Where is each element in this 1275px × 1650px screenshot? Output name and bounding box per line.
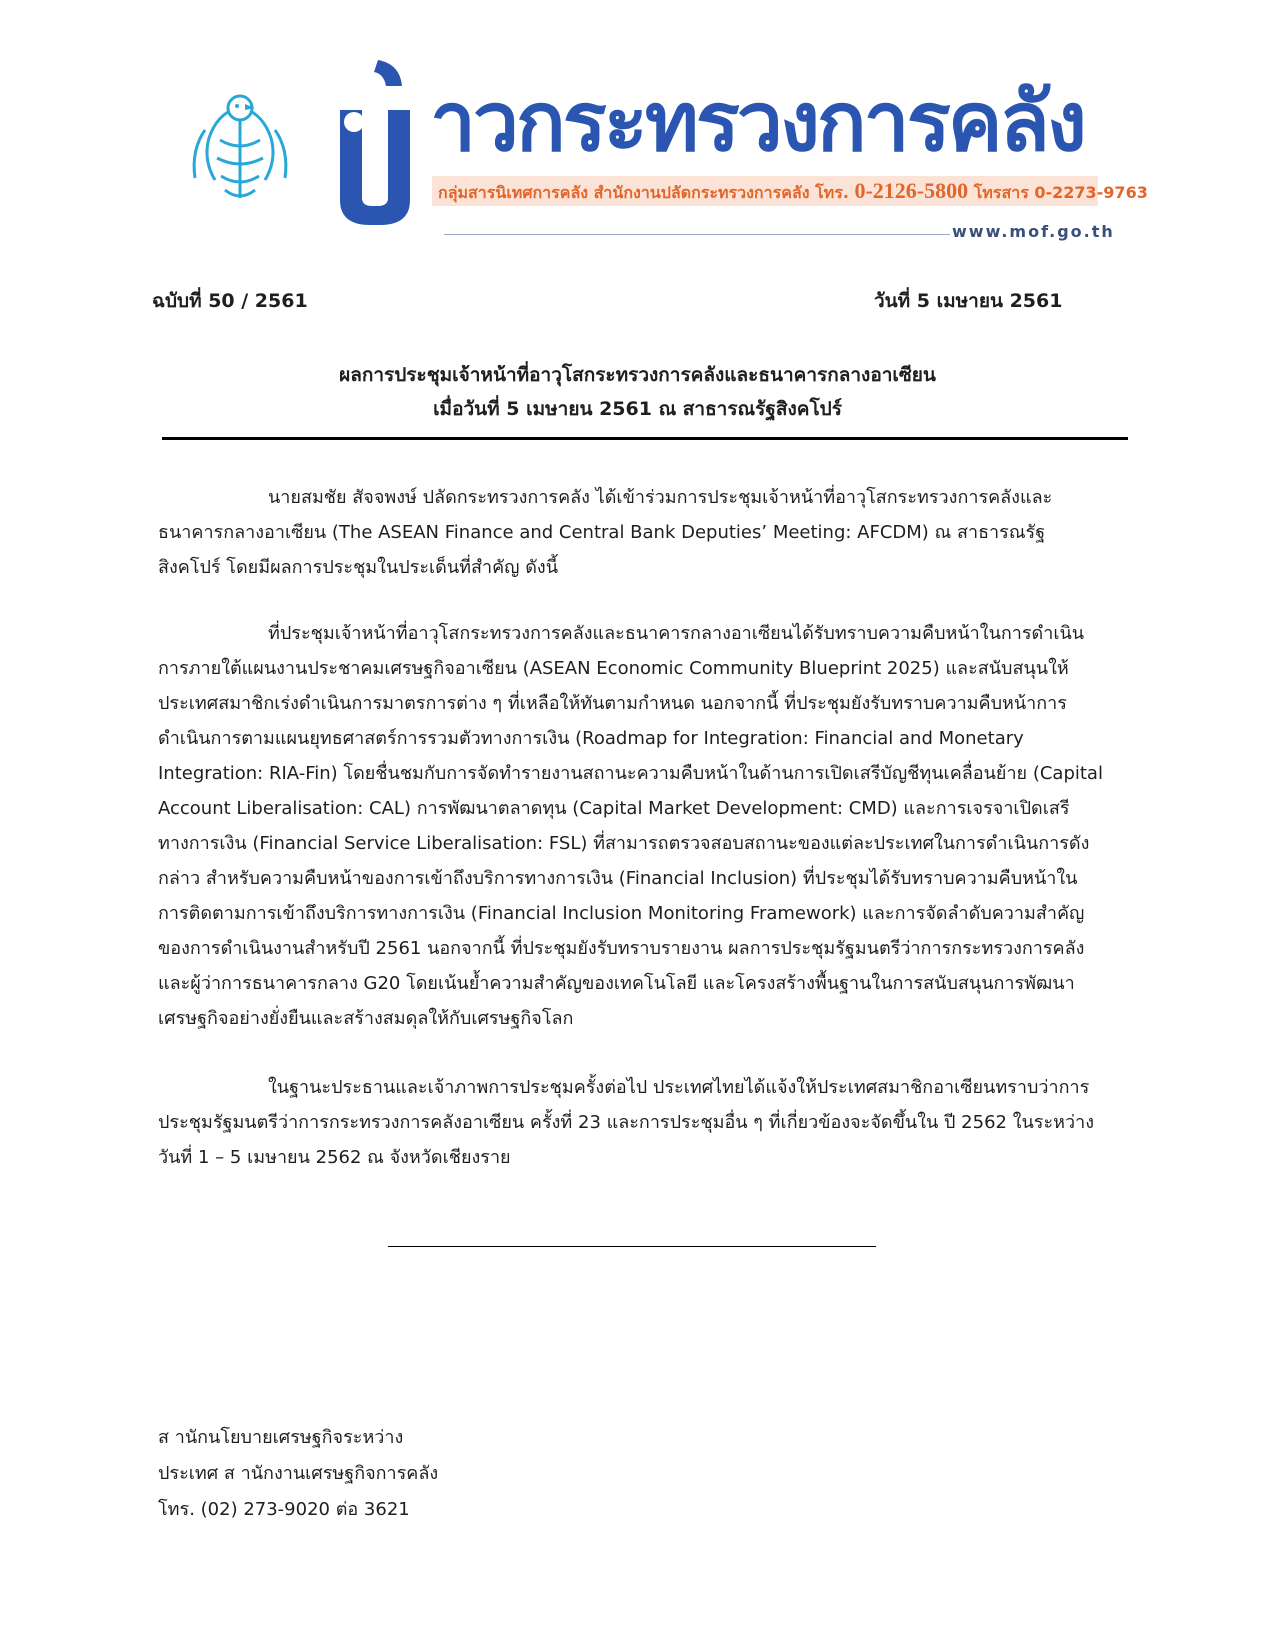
body-paragraph-2-text: ที่ประชุมเจ้าหน้าที่อาวุโสกระทรวงการคลังและธนาคารกลางอาเซียนได้รับทราบความคืบหน้าในการดำเนินการภายใต้แผนงานประชาคมเศรษฐกิจอาเซียน (ASEAN Economic Community Blueprint 2025) และสนับสนุนให้ประเทศสมาชิกเร่งดำเนินการมาตรการต่าง ๆ ที่เหลือให้ทันตามกำหนด นอกจากนี้ ที่ประชุมยังรับทราบความคืบหน้าการดำเนินการตามแผนยุทธศาสตร์การรวมตัวทางการเงิน (Roadmap for Integration: Financial and Monetary Integration: RIA-Fin) โดยชื่นชมกับการจัดทำรายงานสถานะความคืบหน้าในด้านการเปิดเสรีบัญชีทุนเคลื่อนย้าย (Capital Account Liberalisation: CAL) การพัฒนาตลาดทุน (Capital Market Development: CMD) และการเจรจาเปิดเสรีทางการเงิน (Financial Service Liberalisation: FSL) ที่สามารถตรวจสอบสถานะของแต่ละประเทศในการดำเนินการดังกล่าว สำหรับความคืบหน้าของการเข้าถึงบริการทางการเงิน (Financial Inclusion) ที่ประชุมได้รับทราบความคืบหน้าในการติดตามการเข้าถึงบริการทางการเงิน (Financial Inclusion Monitoring Framework) และการจัดลำดับความสำคัญของการดำเนินงานสำหรับปี 2561 นอกจากนี้ ที่ประชุมยังรับทราบรายงาน ผลการประชุมรัฐมนตรีว่าการกระทรวงการคลังและผู้ว่าการธนาคารกลาง G20 โดยเน้นย้ำความสำคัญของเทคโนโลยี และโครงสร้างพื้นฐานในการสนับสนุนการพัฒนาเศรษฐกิจอย่างยั่งยืนและสร้างสมดุลให้กับเศรษฐกิจโลก bbox=[158, 623, 1103, 1029]
website-link[interactable]: www.mof.go.th bbox=[952, 222, 1115, 241]
body-paragraph-3 bbox=[158, 1070, 1103, 1175]
footer-line-1: ส านักนโยบายเศรษฐกิจระหว่าง bbox=[158, 1427, 404, 1448]
issue-date: วันที่ 5 เมษายน 2561 bbox=[874, 290, 1063, 312]
body-paragraph-1-text: นายสมชัย สัจจพงษ์ ปลัดกระทรวงการคลัง ได้เข้าร่วมการประชุมเจ้าหน้าที่อาวุโสกระทรวงการคลังและธนาคารกลางอาเซียน (The ASEAN Finance and Central Bank Deputies’ Meeting: AFCDM) ณ สาธารณรัฐสิงคโปร์ โดยมีผลการประชุมในประเด็นที่สำคัญ ดังนี้ bbox=[158, 487, 1053, 578]
masthead-title: าวกระทรวงการคลัง bbox=[430, 75, 1084, 170]
footer-line-2: ประเทศ ส านักงานเศรษฐกิจการคลัง bbox=[158, 1463, 439, 1484]
headline-line-1: ผลการประชุมเจ้าหน้าที่อาวุโสกระทรวงการคลังและธนาคารกลางอาเซียน bbox=[339, 364, 936, 386]
body-paragraph-1 bbox=[158, 480, 1103, 585]
contact-fax: โทรสาร 0-2273-9763 bbox=[973, 183, 1148, 202]
end-divider bbox=[388, 1246, 876, 1247]
masthead-contact-strip bbox=[432, 176, 1148, 206]
headline-line-2: เมื่อวันที่ 5 เมษายน 2561 ณ สาธารณรัฐสิงคโปร์ bbox=[433, 398, 842, 420]
contact-phone: 0-2126-5800 bbox=[854, 178, 969, 203]
masthead-logo-letter bbox=[320, 60, 430, 230]
footer-line-3: โทร. (02) 273-9020 ต่อ 3621 bbox=[158, 1499, 410, 1520]
footer-contact bbox=[158, 1420, 438, 1528]
issue-number: ฉบับที่ 50 / 2561 bbox=[152, 290, 308, 312]
garuda-emblem-icon bbox=[185, 90, 295, 210]
website-divider bbox=[444, 234, 950, 235]
contact-prefix: กลุ่มสารนิเทศการคลัง สำนักงานปลัดกระทรวงการคลัง โทร. bbox=[438, 183, 849, 202]
headline-divider bbox=[162, 437, 1128, 440]
body-paragraph-2 bbox=[158, 616, 1103, 1036]
body-paragraph-3-text: ในฐานะประธานและเจ้าภาพการประชุมครั้งต่อไป ประเทศไทยได้แจ้งให้ประเทศสมาชิกอาเซียนทราบว่าการประชุมรัฐมนตรีว่าการกระทรวงการคลังอาเซียน ครั้งที่ 23 และการประชุมอื่น ๆ ที่เกี่ยวข้องจะจัดขึ้นใน ปี 2562 ในระหว่างวันที่ 1 – 5 เมษายน 2562 ณ จังหวัดเชียงราย bbox=[158, 1077, 1094, 1168]
